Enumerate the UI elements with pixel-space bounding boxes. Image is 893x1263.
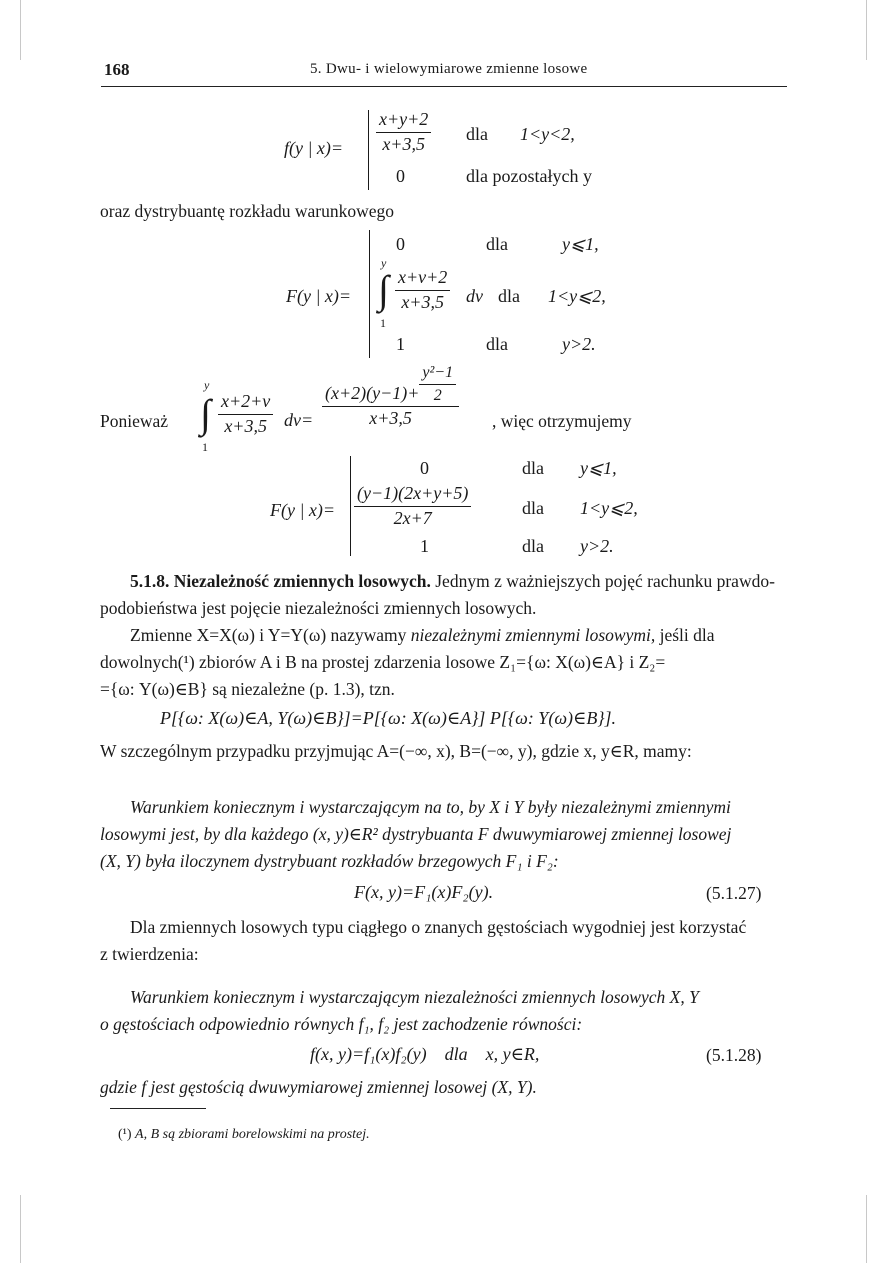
p2-line1-italic: niezależnymi zmiennymi losowymi, [410, 625, 656, 645]
eq1-case1-word: dla [466, 124, 488, 144]
running-title: 5. Dwu- i wielowymiarowe zmienne losowe [310, 61, 588, 77]
integral-sign: ∫ [378, 267, 389, 312]
theorem1-line2: losowymi jest, by dla każdego (x, y)∈R² dystrybuanta F dwuwymiarowej zmiennej losowej [100, 824, 732, 844]
footnote [118, 1127, 370, 1143]
eq1-case2-text: dla pozostałych y [466, 166, 592, 186]
scan-edge-left-bottom [20, 1195, 21, 1263]
footnote-mark: (¹) [118, 1127, 132, 1142]
header-rule [101, 86, 787, 87]
eq1-lhs: f(y | x)= [284, 138, 344, 158]
eq4-row2-fraction [354, 484, 471, 529]
eq3-rhs-inner-num: y²−1 [419, 364, 456, 385]
eq4-brace [350, 456, 351, 556]
eq4-row2-cond: 1<y⩽2, [580, 498, 638, 518]
eq3-denominator: x+3,5 [224, 415, 267, 436]
scan-edge-right [866, 0, 867, 60]
eq2-row2-cond: 1<y⩽2, [548, 286, 606, 306]
footnote-rule [110, 1108, 206, 1109]
text-conditional-cdf: oraz dystrybuantę rozkładu warunkowego [100, 201, 394, 221]
eq4-row3-word: dla [522, 536, 544, 556]
p4-line1: Dla zmiennych losowych typu ciągłego o znanych gęstościach wygodniej jest korzystać [130, 917, 747, 937]
eq1-fraction [376, 110, 431, 155]
eq3-rhs-denominator: x+3,5 [369, 408, 412, 429]
eq1-numerator: x+y+2 [376, 110, 431, 133]
eq4-row3-val: 1 [420, 536, 429, 556]
eq4-row2-word: dla [522, 498, 544, 518]
eq4-row2-numerator: (y−1)(2x+y+5) [354, 484, 471, 507]
scan-edge-left [20, 0, 21, 60]
eq1-brace [368, 110, 369, 190]
eq2-row1-word: dla [486, 234, 508, 254]
eq3-numerator: x+2+v [218, 392, 273, 415]
eq3-fraction [218, 392, 273, 437]
section-p2-line3: ={ω: Y(ω)∈B} są niezależne (p. 1.3), tzn. [100, 679, 395, 699]
theorem2-number: (5.1.28) [706, 1045, 762, 1065]
theorem2-line1: Warunkiem koniecznym i wystarczającym niezależności zmiennych losowych X, Y [130, 987, 699, 1007]
section-p1-rest: Jednym z ważniejszych pojęć rachunku prawdo- [430, 571, 775, 591]
theorem2-line3: gdzie f jest gęstością dwuwymiarowej zmiennej losowej (X, Y). [100, 1077, 537, 1097]
eq2-row2-fraction [395, 268, 450, 313]
eq3-lead: Ponieważ [100, 411, 169, 431]
section-p3: W szczególnym przypadku przyjmując A=(−∞, x), B=(−∞, y), gdzie x, y∈R, mamy: [100, 741, 692, 761]
eq4-row2-denominator: 2x+7 [393, 507, 432, 528]
theorem2-formula: f(x, y)=f₁(x)f₂(y) dla x, y∈R, [310, 1044, 540, 1064]
p2-line1-end: jeśli dla [655, 625, 715, 645]
eq2-row1-cond: y⩽1, [562, 234, 599, 254]
p4-line2: z twierdzenia: [100, 944, 199, 964]
eq3-int-upper: y [204, 378, 210, 392]
eq2-row3-word: dla [486, 334, 508, 354]
section-paragraph-1 [130, 568, 790, 595]
eq1-case1-cond: 1<y<2, [520, 124, 575, 144]
theorem1-line3: (X, Y) była iloczynem dystrybuant rozkładów brzegowych F₁ i F₂: [100, 851, 559, 871]
eq3-rhs-num-a: (x+2)(y−1)+ [325, 383, 420, 404]
eq2-row2-word: dla [498, 286, 520, 306]
eq3-dv: dv= [284, 410, 314, 430]
eq3-rhs-fraction [322, 364, 459, 429]
page-number: 168 [104, 60, 130, 79]
eq2-int-upper: y [381, 256, 387, 270]
eq1-case2-val: 0 [396, 166, 405, 186]
eq3-int-lower: 1 [202, 440, 208, 454]
theorem1-formula: F(x, y)=F₁(x)F₂(y). [354, 882, 494, 902]
eq2-row1-val: 0 [396, 234, 405, 254]
eq3-tail: , więc otrzymujemy [492, 411, 632, 431]
footnote-text: A, B są zbiorami borelowskimi na prostej. [135, 1127, 370, 1142]
eq1-denominator: x+3,5 [382, 133, 425, 154]
eq3-rhs-inner-den: 2 [433, 386, 442, 404]
section-p1-line2: podobieństwa jest pojęcie niezależności zmiennych losowych. [100, 598, 537, 618]
scan-edge-right-bottom [866, 1195, 867, 1263]
integral-sign-2: ∫ [200, 391, 211, 436]
theorem1-number: (5.1.27) [706, 883, 762, 903]
eq4-row1-cond: y⩽1, [580, 458, 617, 478]
section-p2-line2: dowolnych(¹) zbiorów A i B na prostej zdarzenia losowe Z₁={ω: X(ω)∈A} i Z₂= [100, 652, 666, 672]
eq4-lhs: F(y | x)= [270, 500, 336, 520]
p2-line1-start: Zmienne X=X(ω) i Y=Y(ω) nazywamy [130, 625, 411, 645]
eq2-brace [369, 230, 370, 358]
eq4-row3-cond: y>2. [580, 536, 614, 556]
eq2-int-lower: 1 [380, 316, 386, 330]
eq2-lhs: F(y | x)= [286, 286, 352, 306]
eq2-row3-cond: y>2. [562, 334, 596, 354]
eq2-row2-dv: dv [466, 286, 483, 306]
section-p2-line1 [130, 622, 790, 649]
theorem2-line2: o gęstościach odpowiednio równych f₁, f₂ jest zachodzenie równości: [100, 1014, 583, 1034]
eq4-row1-val: 0 [420, 458, 429, 478]
eq2-row3-val: 1 [396, 334, 405, 354]
independence-equation: P[{ω: X(ω)∈A, Y(ω)∈B}]=P[{ω: X(ω)∈A}] P[{ω: Y(ω)∈B}]. [160, 708, 617, 728]
eq2-row2-denominator: x+3,5 [401, 291, 444, 312]
theorem1-line1: Warunkiem koniecznym i wystarczającym na to, by X i Y były niezależnymi zmiennymi [130, 797, 731, 817]
section-heading: 5.1.8. Niezależność zmiennych losowych. [130, 571, 431, 591]
eq4-row1-word: dla [522, 458, 544, 478]
eq2-row2-numerator: x+v+2 [395, 268, 450, 291]
